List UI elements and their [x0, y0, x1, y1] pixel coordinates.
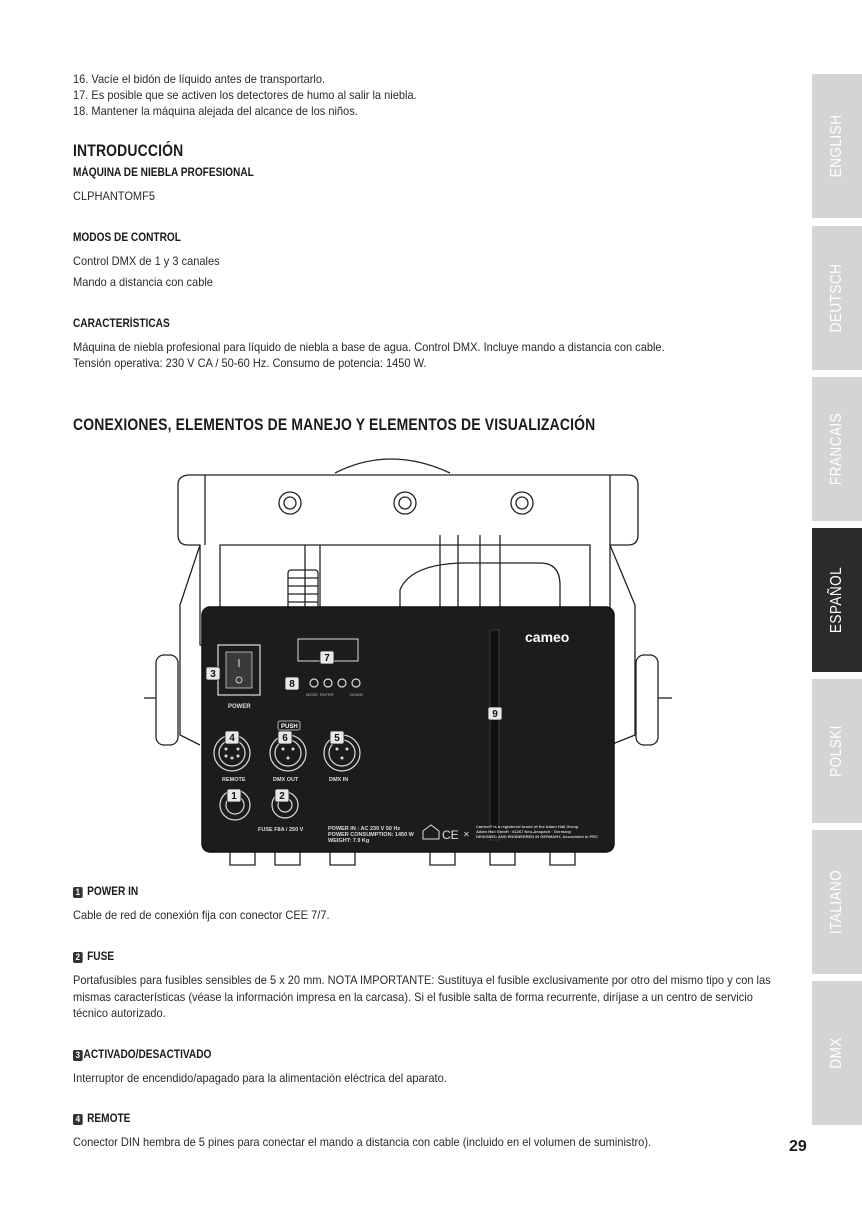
item-1-title: POWER IN	[87, 886, 139, 898]
brand-logo-text: cameo	[525, 629, 570, 645]
item-4-heading	[73, 1113, 130, 1125]
device-rear-panel-figure	[140, 445, 680, 875]
item-4-body: Conector DIN hembra de 5 pines para conectar el mando a distancia con cable (incluido en el volumen de suministro).	[73, 1135, 652, 1149]
page-number: 29	[789, 1138, 807, 1155]
model-name: CLPHANTOMF5	[73, 189, 156, 203]
callout-3: 3	[210, 669, 216, 680]
menu-label-down: DOWN	[350, 692, 363, 697]
legal-line-3: DESIGNED AND ENGINEERED IN GERMANY, Assembled in PRC	[476, 834, 598, 839]
tab-polski-label: POLSKI	[828, 725, 845, 777]
callout-2: 2	[279, 791, 285, 802]
features-heading: CARACTERÍSTICAS	[73, 318, 170, 330]
item-3-title: ACTIVADO/DESACTIVADO	[83, 1049, 212, 1061]
item-2-heading	[73, 951, 114, 963]
list-item-18: 18. Mantener la máquina alejada del alcance de los niños.	[73, 104, 358, 118]
features-line-1: Máquina de niebla profesional para líquido de niebla a base de agua. Control DMX. Incluye mando a distancia con cable.	[73, 340, 665, 354]
callout-9: 9	[492, 709, 498, 720]
tab-francais[interactable]	[812, 377, 862, 521]
power-switch-label: POWER	[228, 704, 251, 710]
menu-label-mode: MODE	[306, 692, 318, 697]
item-4-number: 4	[73, 1114, 83, 1125]
callout-5: 5	[334, 733, 340, 744]
mode-dmx: Control DMX de 1 y 3 canales	[73, 254, 220, 268]
tab-francais-label: FRANCAIS	[828, 412, 845, 486]
dmx-in-label: DMX IN	[329, 777, 349, 783]
tab-dmx[interactable]	[812, 981, 862, 1125]
features-line-2: Tensión operativa: 230 V CA / 50-60 Hz. Consumo de potencia: 1450 W.	[73, 356, 427, 370]
callout-7: 7	[324, 653, 330, 664]
legal-line-2: Adam Hall GmbH · 61267 Neu-Anspach · Germany	[476, 829, 572, 834]
item-3-heading	[73, 1049, 211, 1061]
item-2-title: FUSE	[87, 951, 115, 963]
mode-remote: Mando a distancia con cable	[73, 275, 213, 289]
callout-4: 4	[229, 733, 235, 744]
intro-subheading: MÁQUINA DE NIEBLA PROFESIONAL	[73, 167, 254, 179]
tab-polski[interactable]	[812, 679, 862, 823]
tab-espanol-label: ESPAÑOL	[828, 566, 845, 634]
dmx-out-label: DMX OUT	[273, 777, 299, 783]
legal-line-1: Cameo® is a registered brand of the Adam Hall Group	[476, 824, 579, 829]
menu-label-enter: ENTER	[320, 692, 334, 697]
consumption-spec: POWER CONSUMPTION: 1450 W	[328, 832, 414, 838]
item-3-body: Interruptor de encendido/apagado para la alimentación eléctrica del aparato.	[73, 1071, 447, 1085]
tab-deutsch[interactable]	[812, 226, 862, 370]
item-2-body: Portafusibles para fusibles sensibles de 5 x 20 mm. NOTA IMPORTANTE: Sustituya el fusible exclusivamente por otro del mismo tipo y con las mismas características (véase la información impresa en la carcasa). Si el fusible salta de forma recurrente, diríjase a un centro de servicio técnico autorizado.	[73, 973, 771, 1020]
list-item-16: 16. Vacíe el bidón de líquido antes de transportarlo.	[73, 72, 326, 86]
item-1-body: Cable de red de conexión fija con conector CEE 7/7.	[73, 908, 330, 922]
power-in-spec: POWER IN : AC 230 V 50 Hz	[328, 826, 401, 832]
tab-dmx-label: DMX	[828, 1037, 845, 1069]
remote-label: REMOTE	[222, 777, 246, 783]
modes-heading: MODOS DE CONTROL	[73, 232, 181, 244]
weight-spec: WEIGHT: 7.9 Kg	[328, 838, 370, 844]
item-2-number: 2	[73, 952, 83, 963]
intro-heading: INTRODUCCIÓN	[73, 141, 184, 160]
tab-english[interactable]	[812, 74, 862, 218]
push-label: PUSH	[281, 724, 298, 730]
tab-deutsch-label: DEUTSCH	[828, 263, 845, 333]
callout-8: 8	[289, 679, 295, 690]
tab-italiano-label: ITALIANO	[828, 869, 845, 935]
callout-1: 1	[231, 791, 237, 802]
tab-italiano[interactable]	[812, 830, 862, 974]
fuse-label: FUSE F8A / 250 V	[258, 827, 304, 833]
item-1-number: 1	[73, 887, 83, 898]
item-4-title: REMOTE	[87, 1113, 131, 1125]
connections-heading: CONEXIONES, ELEMENTOS DE MANEJO Y ELEMENTOS DE VISUALIZACIÓN	[73, 415, 596, 434]
list-item-17: 17. Es posible que se activen los detectores de humo al salir la niebla.	[73, 88, 417, 102]
callout-6: 6	[282, 733, 288, 744]
ce-mark-icon: CE	[442, 828, 459, 842]
tab-english-label: ENGLISH	[828, 114, 845, 178]
item-1-heading	[73, 886, 138, 898]
weee-bin-icon: ✕	[463, 830, 470, 839]
tab-espanol[interactable]	[812, 528, 862, 672]
item-3-number: 3	[73, 1050, 83, 1061]
